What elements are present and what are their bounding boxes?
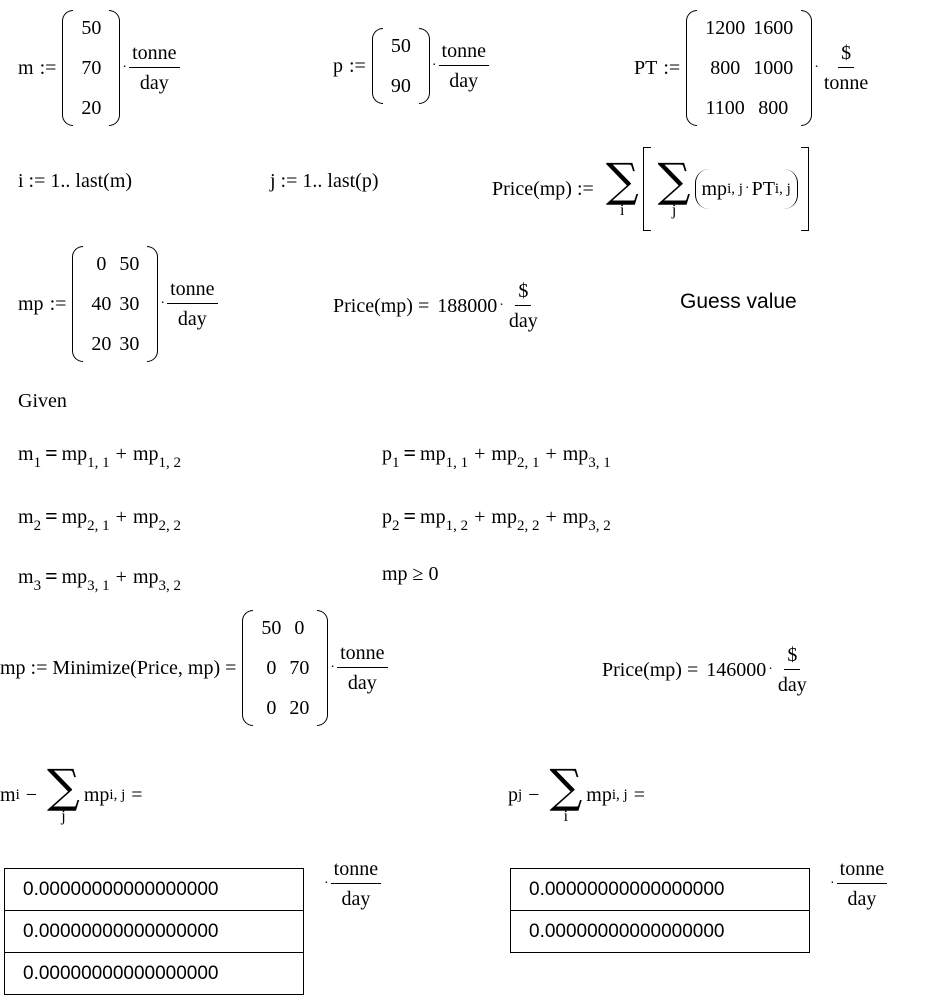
vector-p-0: 50: [390, 35, 411, 57]
price-def-lhs: Price(mp) :=: [492, 177, 594, 200]
dot-op: ·: [814, 60, 819, 75]
assign-op: :=: [663, 56, 681, 79]
check-left-expr: m i − ∑ j mp i, j =: [0, 759, 143, 825]
matrix-pt: [686, 8, 812, 128]
price-result-value: 146000: [706, 658, 767, 681]
def-p: [333, 26, 489, 106]
constraint-m2: $m_2 = mp_{2, 1} + mp_{2, 2}$: [18, 503, 182, 534]
product-group: mp i, j · PT i, j: [695, 169, 798, 209]
constraint-nonneg: mp ≥ 0: [382, 563, 439, 585]
assign-op: :=: [349, 54, 366, 77]
vector-m-2: 20: [81, 97, 102, 119]
table-row: 0.00000000000000000: [529, 921, 725, 942]
matrix-result-cell: 20: [289, 697, 310, 719]
sum-check-left: ∑ j: [47, 759, 80, 825]
matrix-pt-cell: 1100: [705, 97, 745, 119]
matrix-result-cell: 70: [289, 657, 310, 679]
minimize-lhs: mp := Minimize(Price, mp) =: [0, 656, 237, 679]
var-p: p: [333, 54, 343, 77]
check-left-table: [4, 868, 304, 995]
matrix-pt-cell: 1600: [753, 17, 794, 39]
vector-p: [372, 26, 430, 106]
assign-op: :=: [49, 292, 67, 315]
table-row: 0.00000000000000000: [5, 869, 303, 911]
check-right-expr: p j − ∑ i mp i, j =: [508, 759, 645, 825]
matrix-mp-cell: 30: [119, 293, 140, 315]
check-right-unit: · $\frac{\text{tonne}}{\text{day}}$: [828, 858, 887, 910]
constraint-m1: $m_1 = mp_{1, 1} + mp_{1, 2}$: [18, 440, 182, 471]
constraint-m3: $m_3 = mp_{3, 1} + mp_{3, 2}$: [18, 563, 182, 594]
matrix-mp-cell: 0: [96, 253, 107, 275]
matrix-result-cell: 0: [266, 697, 277, 719]
matrix-result-cell: 50: [261, 617, 282, 639]
check-right-table: [510, 868, 810, 953]
def-m: [18, 8, 180, 128]
price-guess-eval: Price(mp) = 188000 · $\frac{\$}{\text{day}}$: [333, 280, 541, 332]
dot-op: ·: [122, 60, 128, 75]
matrix-pt-cell: 1000: [753, 57, 794, 79]
sum-inner-index: j: [671, 202, 677, 219]
vector-m-1: 70: [81, 57, 102, 79]
table-row: 0.00000000000000000: [511, 869, 809, 911]
vector-p-1: 90: [390, 75, 411, 97]
unit-price-guess: $\frac{\$}{\text{day}}$: [508, 280, 538, 332]
var-mp: mp: [18, 292, 44, 315]
table-row: 0.00000000000000000: [5, 911, 303, 953]
matrix-pt-cell: 800: [710, 57, 741, 79]
matrix-pt-cell: 1200: [705, 17, 746, 39]
matrix-mp-cell: 40: [91, 293, 112, 315]
given-label: Given: [18, 390, 67, 412]
unit-price-result: $\frac{\$}{\text{day}}$: [777, 644, 807, 696]
table-row: 0.00000000000000000: [23, 963, 219, 984]
matrix-mp-guess: [72, 244, 158, 364]
var-pt: PT: [634, 56, 658, 79]
unit-mp-guess: $\frac{\text{tonne}}{\text{day}}$: [167, 278, 217, 330]
matrix-mp-cell: 30: [119, 333, 140, 355]
sum-inner: ∑ j: [657, 153, 691, 219]
price-definition: [492, 148, 809, 230]
range-j: j := 1.. last(p): [270, 170, 379, 192]
assign-op: :=: [39, 56, 57, 79]
vector-m-0: 50: [81, 17, 102, 39]
minimize-result: [0, 608, 388, 728]
price-result-eval: Price(mp) = 146000 · $\frac{\$}{\text{day}}$: [602, 644, 810, 696]
unit-m: $\frac{\text{tonne}}{\text{day}}$: [129, 42, 179, 94]
price-guess-value: 188000: [437, 294, 498, 317]
matrix-result-cell: 0: [266, 657, 277, 679]
def-mp-guess: [18, 244, 218, 364]
unit-pt: $\frac{\$}{\text{tonne}}$: [823, 42, 869, 94]
sum-outer-index: i: [620, 202, 625, 219]
vector-m: [62, 8, 120, 128]
unit-p: $\frac{\text{tonne}}{\text{day}}$: [439, 40, 489, 92]
matrix-mp-result: [242, 608, 328, 728]
def-pt: [634, 8, 871, 128]
var-m: m: [18, 56, 34, 79]
matrix-mp-cell: 20: [91, 333, 112, 355]
constraint-p1: $p_1 = mp_{1, 1} + mp_{2, 1} + mp_{3, 1}$: [382, 440, 611, 471]
matrix-pt-cell: 800: [758, 97, 789, 119]
matrix-result-cell: 0: [294, 617, 305, 639]
unit-mp-result: $\frac{\text{tonne}}{\text{day}}$: [337, 642, 387, 694]
check-left-unit: · $\frac{\text{tonne}}{\text{day}}$: [322, 858, 381, 910]
dot-op: ·: [431, 58, 437, 73]
sum-check-right: ∑ i: [549, 759, 583, 825]
guess-value-note: Guess value: [680, 290, 797, 313]
dot-op: ·: [160, 296, 166, 311]
bracket-group: [643, 148, 809, 230]
range-i: i := 1.. last(m): [18, 170, 133, 192]
dot-op: ·: [330, 660, 336, 675]
sum-outer: ∑ i: [605, 153, 639, 219]
constraint-p2: $p_2 = mp_{1, 2} + mp_{2, 2} + mp_{3, 2}$: [382, 503, 611, 534]
matrix-mp-cell: 50: [119, 253, 140, 275]
